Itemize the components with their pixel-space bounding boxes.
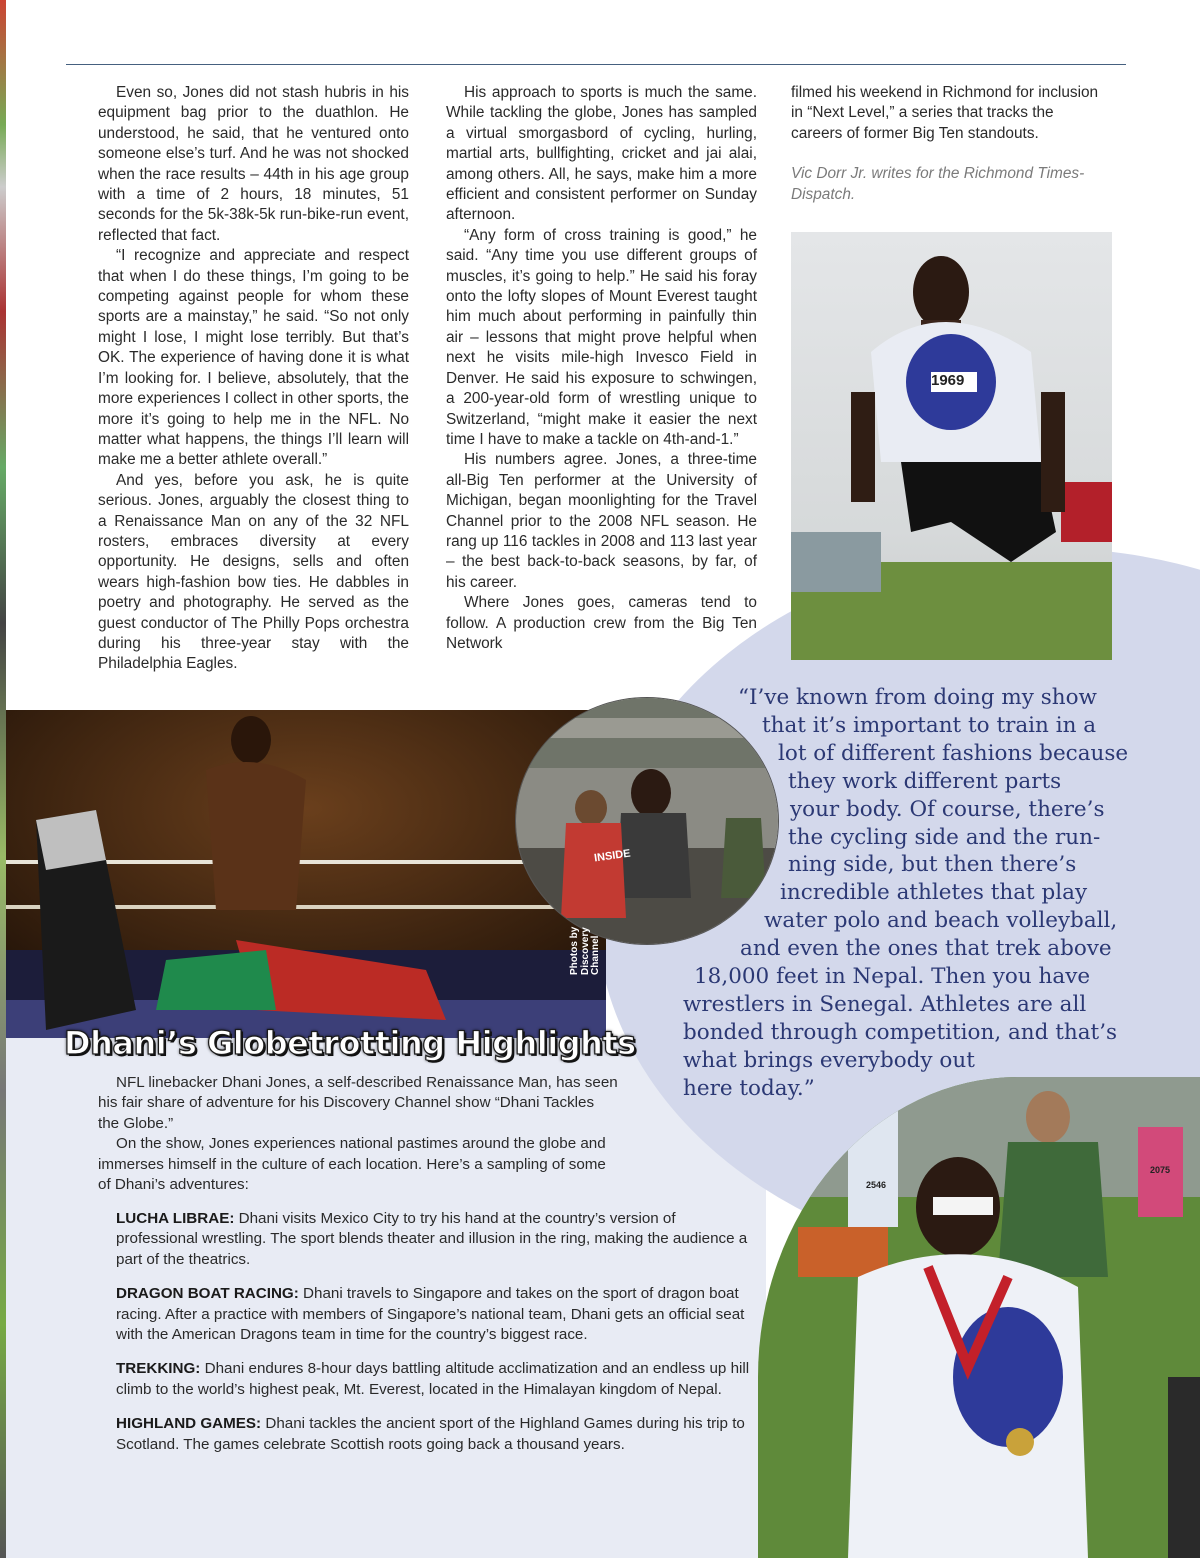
article-column-2 <box>446 83 757 654</box>
paragraph: filmed his weekend in Richmond for inclusion in “Next Level,” a series that tracks the careers of former Big Ten standouts. <box>791 84 1099 142</box>
paragraph: NFL linebacker Dhani Jones, a self-described Renaissance Man, has seen his fair share of adventure for his Discovery Channel show “Dhani Tackles the Globe.” <box>98 1074 618 1132</box>
race-bib-number: 2546 <box>866 1180 887 1190</box>
sidebar-intro <box>98 1073 618 1195</box>
quote-line: ning side, but then there’s <box>788 852 1077 878</box>
paragraph: Even so, Jones did not stash hubris in his equipment bag prior to the duathlon. He understood, he said, that he ventured onto someone else’s turf. And he was not shocked when the race results – 44th in his age group with a time of 2 hours, 18 minutes, 51 seconds for the 5k-38k-5k run-bike-run event, reflected that fact. <box>98 84 409 244</box>
quote-line: 18,000 feet in Nepal. Then you have <box>694 964 1091 990</box>
highlight-label: DRAGON BOAT RACING: <box>116 1285 299 1303</box>
vest-logo-text: INSIDE <box>593 847 632 865</box>
quote-line: here today.” <box>683 1075 815 1101</box>
list-item <box>116 1359 756 1400</box>
highlight-text: Dhani tackles the ancient sport of the Highland Games during his trip to Scotland. The games celebrate Scottish roots going back a thousand years. <box>116 1415 745 1453</box>
lucha-libre-photo <box>6 710 606 1038</box>
highlight-label: TREKKING: <box>116 1360 201 1378</box>
list-item <box>116 1284 756 1345</box>
author-byline: Vic Dorr Jr. writes for the Richmond Times-Dispatch. <box>791 165 1085 203</box>
highlight-label: HIGHLAND GAMES: <box>116 1415 262 1433</box>
paragraph: His approach to sports is much the same. While tackling the globe, Jones has sampled a virtual smorgasbord of cycling, hurling, martial arts, bullfighting, cricket and jai alai, among others. All, he says, make him a more efficient and consistent performer on Sunday afternoon. <box>446 84 757 224</box>
sidebar-title: Dhani’s Globetrotting Highlights <box>64 1024 636 1062</box>
duathlon-stretch-photo <box>791 232 1112 660</box>
quote-line: that it’s important to train in a <box>762 712 1097 738</box>
quote-line: the cycling side and the run- <box>788 824 1101 850</box>
highlight-text: Dhani visits Mexico City to try his hand at the country’s version of professional wrestling. The sport blends theater and illusion in the ring, making the audience a part of the theatrics. <box>116 1210 748 1268</box>
quote-line: incredible athletes that play <box>780 880 1088 906</box>
highlight-text: Dhani travels to Singapore and takes on the sport of dragon boat racing. After a practice with members of Singapore’s national team, Dhani gets an official seat with the American Dragons team in time for the country’s biggest race. <box>116 1285 745 1344</box>
quote-line: they work different parts <box>788 768 1062 794</box>
paragraph: Where Jones goes, cameras tend to follow. A production crew from the Big Ten Network <box>446 594 757 652</box>
quote-line: and even the ones that trek above <box>740 936 1112 962</box>
quote-line: your body. Of course, there’s <box>790 796 1105 822</box>
paragraph: “I recognize and appreciate and respect that when I do these things, I’m going to be competing against people for whom these sports are a mainstay,” he said. “So not only might I lose, I might lose terribly. But that’s OK. The experience of having done it is what I’m looking for. I believe, absolutely, that the more experiences I collect in other sports, the more it’s going to help me in the NFL. No matter what happens, the things I’ll learn will make me a better athlete overall.” <box>98 247 409 469</box>
photo-credit: Photos by Discovery Channel <box>569 926 601 975</box>
race-bib-number: 1969 <box>931 372 965 389</box>
paragraph: His numbers agree. Jones, a three-time all-Big Ten performer at the University of Michigan, began moonlighting for the Travel Channel prior to the 2008 NFL season. He rang up 116 tackles in 2008 and 113 last year – the best back-to-back seasons, by far, of his career. <box>446 451 757 591</box>
race-bib-number: 2075 <box>1150 1165 1171 1175</box>
highlight-text: Dhani endures 8-hour days battling altitude acclimatization and an endless up hill climb to the world’s highest peak, Mt. Everest, located in the Himalayan kingdom of Nepal. <box>116 1360 750 1398</box>
quote-line: bonded through competition, and that’s <box>683 1019 1118 1045</box>
quote-line: “I’ve known from doing my show <box>738 685 1097 710</box>
top-rule <box>66 64 1126 65</box>
article-column-3 <box>791 83 1103 205</box>
list-item <box>116 1209 756 1270</box>
quote-line: lot of different fashions because <box>778 740 1129 766</box>
quote-line: what brings everybody out <box>683 1047 975 1073</box>
list-item <box>116 1414 756 1455</box>
highlights-list <box>116 1209 756 1469</box>
paragraph: And yes, before you ask, he is quite serious. Jones, arguably the closest thing to a Renaissance Man on any of the 32 NFL rosters, embraces diversity at every opportunity. He designs, sells and often wears high-fashion bow ties. He dabbles in poetry and photography. He served as the guest conductor of The Philly Pops orchestra during his three-year stay with the Philadelphia Eagles. <box>98 471 409 673</box>
highlight-label: LUCHA LIBRAE: <box>116 1210 235 1227</box>
article-column-1 <box>98 83 409 675</box>
quote-line: wrestlers in Senegal. Athletes are all <box>683 991 1087 1017</box>
paragraph: On the show, Jones experiences national pastimes around the globe and immerses himself in the culture of each location. Here’s a sampling of some of Dhani’s adventures: <box>98 1135 606 1194</box>
pull-quote <box>680 684 1129 1103</box>
quote-line: water polo and beach volleyball, <box>764 908 1118 934</box>
paragraph: “Any form of cross training is good,” he said. “Any time you use different groups of muscles, it’s going to help.” He said his foray onto the lofty slopes of Mount Everest taught him much about performing in painfully thin air – lessons that might prove helpful when next he visits mile-high Invesco Field in Denver. He said his exposure to schwingen, a 200-year-old form of wrestling unique to Switzerland, “might make it easier the next time I have to make a tackle on 4th-and-1.” <box>446 226 757 448</box>
